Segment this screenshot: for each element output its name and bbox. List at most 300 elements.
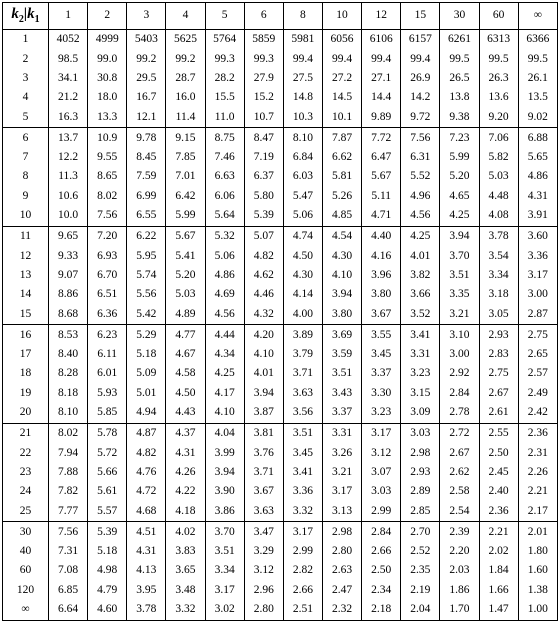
table-cell: 3.78: [127, 600, 166, 620]
table-cell: 99.3: [205, 50, 244, 69]
table-cell: 4.14: [283, 285, 322, 304]
table-cell: 3.17: [362, 423, 401, 443]
table-row: [3, 266, 558, 285]
table-cell: 5.29: [127, 325, 166, 345]
table-cell: 2.96: [244, 581, 283, 600]
table-cell: 5.07: [244, 226, 283, 246]
table-cell: 4.58: [166, 365, 205, 384]
table-cell: 3.21: [322, 463, 361, 482]
table-cell: 3.56: [283, 403, 322, 423]
table-row: [3, 168, 558, 187]
table-cell: 6.06: [205, 187, 244, 206]
table-cell: 4.96: [401, 187, 440, 206]
table-cell: 2.32: [322, 600, 361, 620]
table-cell: 1.60: [518, 561, 557, 580]
table-row: [3, 522, 558, 542]
table-cell: 3.71: [283, 365, 322, 384]
table-cell: 99.4: [362, 50, 401, 69]
table-cell: 10.9: [88, 128, 127, 148]
table-cell: 3.10: [440, 325, 479, 345]
table-cell: 3.09: [401, 403, 440, 423]
table-cell: 13.6: [479, 88, 518, 107]
column-header: 10: [322, 3, 361, 30]
table-cell: 4.67: [166, 345, 205, 364]
table-cell: 8.02: [49, 423, 88, 443]
table-cell: 5625: [166, 30, 205, 50]
table-row: [3, 581, 558, 600]
table-cell: 6157: [401, 30, 440, 50]
row-header: 19: [3, 384, 49, 403]
table-cell: 6.70: [88, 266, 127, 285]
table-cell: 4.37: [166, 423, 205, 443]
table-cell: 1.47: [479, 600, 518, 620]
table-cell: 9.65: [49, 226, 88, 246]
table-cell: 4.82: [244, 247, 283, 266]
table-cell: 2.66: [362, 542, 401, 561]
table-cell: 3.63: [283, 384, 322, 403]
table-cell: 3.34: [479, 266, 518, 285]
table-cell: 3.63: [244, 502, 283, 522]
table-cell: 2.63: [322, 561, 361, 580]
table-cell: 2.55: [479, 423, 518, 443]
row-header: 1: [3, 30, 49, 50]
table-cell: 6.88: [518, 128, 557, 148]
table-cell: 6.85: [49, 581, 88, 600]
table-cell: 10.6: [49, 187, 88, 206]
table-cell: 2.36: [479, 502, 518, 522]
table-cell: 2.51: [283, 600, 322, 620]
table-row: [3, 444, 558, 463]
table-cell: 4.65: [440, 187, 479, 206]
row-variable-subscript: 2: [18, 14, 24, 25]
table-row: [3, 423, 558, 443]
row-header: 14: [3, 285, 49, 304]
table-cell: 4.13: [127, 561, 166, 580]
table-cell: 4.25: [401, 226, 440, 246]
table-cell: 3.13: [322, 502, 361, 522]
table-cell: 5.47: [283, 187, 322, 206]
table-cell: 34.1: [49, 69, 88, 88]
table-cell: 6.31: [401, 148, 440, 167]
table-cell: 4.17: [205, 384, 244, 403]
table-cell: 1.00: [518, 600, 557, 620]
table-cell: 5.93: [88, 384, 127, 403]
table-cell: 2.35: [401, 561, 440, 580]
table-cell: 3.41: [401, 325, 440, 345]
table-cell: 2.02: [479, 542, 518, 561]
table-cell: 4.30: [322, 247, 361, 266]
table-cell: 3.81: [244, 423, 283, 443]
table-cell: 3.02: [205, 600, 244, 620]
table-cell: 7.77: [49, 502, 88, 522]
column-header: 5: [205, 3, 244, 30]
table-cell: 2.01: [518, 522, 557, 542]
table-cell: 2.83: [479, 345, 518, 364]
table-cell: 3.35: [440, 285, 479, 304]
table-cell: 9.78: [127, 128, 166, 148]
table-cell: 3.59: [322, 345, 361, 364]
table-cell: 8.45: [127, 148, 166, 167]
table-cell: 3.69: [322, 325, 361, 345]
table-cell: 5.01: [127, 384, 166, 403]
table-row: [3, 108, 558, 128]
table-row: [3, 206, 558, 226]
table-cell: 3.66: [401, 285, 440, 304]
table-cell: 2.93: [479, 325, 518, 345]
table-cell: 4.77: [166, 325, 205, 345]
table-cell: 3.31: [322, 423, 361, 443]
table-cell: 6106: [362, 30, 401, 50]
table-cell: 2.84: [440, 384, 479, 403]
table-cell: 3.05: [479, 305, 518, 325]
table-cell: 4.50: [283, 247, 322, 266]
table-cell: 3.03: [362, 482, 401, 501]
row-header: 4: [3, 88, 49, 107]
table-cell: 6.64: [49, 600, 88, 620]
table-cell: 3.80: [362, 285, 401, 304]
table-cell: 5.06: [205, 247, 244, 266]
table-cell: 26.9: [401, 69, 440, 88]
table-cell: 8.02: [88, 187, 127, 206]
table-cell: 16.3: [49, 108, 88, 128]
table-cell: 5.03: [166, 285, 205, 304]
table-cell: 3.21: [440, 305, 479, 325]
table-cell: 26.3: [479, 69, 518, 88]
table-cell: 3.15: [401, 384, 440, 403]
table-cell: 3.90: [205, 482, 244, 501]
table-cell: 4.89: [166, 305, 205, 325]
table-cell: 9.38: [440, 108, 479, 128]
table-cell: 2.87: [518, 305, 557, 325]
table-cell: 5.52: [401, 168, 440, 187]
table-cell: 4.98: [88, 561, 127, 580]
table-cell: 4.26: [166, 463, 205, 482]
row-header: 9: [3, 187, 49, 206]
table-cell: 18.0: [88, 88, 127, 107]
table-cell: 3.26: [322, 444, 361, 463]
table-cell: 2.61: [479, 403, 518, 423]
table-cell: 7.01: [166, 168, 205, 187]
table-cell: 5.42: [127, 305, 166, 325]
table-cell: 3.55: [362, 325, 401, 345]
table-cell: 8.65: [88, 168, 127, 187]
header-row: [3, 3, 558, 30]
table-cell: 8.68: [49, 305, 88, 325]
table-cell: 4.51: [127, 522, 166, 542]
table-row: [3, 542, 558, 561]
table-cell: 11.3: [49, 168, 88, 187]
table-cell: 27.2: [322, 69, 361, 88]
table-cell: 2.84: [362, 522, 401, 542]
table-cell: 5.06: [283, 206, 322, 226]
table-cell: 2.26: [518, 463, 557, 482]
table-cell: 15.5: [205, 88, 244, 107]
table-cell: 2.82: [283, 561, 322, 580]
table-cell: 3.71: [244, 463, 283, 482]
table-row: [3, 482, 558, 501]
table-row: [3, 325, 558, 345]
table-cell: 3.91: [518, 206, 557, 226]
table-cell: 5.18: [88, 542, 127, 561]
table-cell: 5.81: [322, 168, 361, 187]
table-cell: 8.53: [49, 325, 88, 345]
table-cell: 4.82: [127, 444, 166, 463]
table-cell: 4.68: [127, 502, 166, 522]
table-cell: 3.12: [244, 561, 283, 580]
table-cell: 4.02: [166, 522, 205, 542]
row-header: ∞: [3, 600, 49, 620]
table-row: [3, 148, 558, 167]
table-cell: 14.5: [322, 88, 361, 107]
table-cell: 5.65: [518, 148, 557, 167]
table-cell: 2.78: [440, 403, 479, 423]
table-cell: 2.80: [244, 600, 283, 620]
row-header: 40: [3, 542, 49, 561]
table-cell: 5.80: [244, 187, 283, 206]
table-cell: 3.67: [362, 305, 401, 325]
table-cell: 14.8: [283, 88, 322, 107]
table-cell: 2.18: [362, 600, 401, 620]
table-cell: 2.50: [362, 561, 401, 580]
table-cell: 4.01: [244, 365, 283, 384]
table-cell: 99.4: [401, 50, 440, 69]
column-header: 1: [49, 3, 88, 30]
table-cell: 26.1: [518, 69, 557, 88]
table-cell: 2.34: [362, 581, 401, 600]
table-cell: 3.51: [205, 542, 244, 561]
table-cell: 2.52: [401, 542, 440, 561]
table-row: [3, 384, 558, 403]
table-cell: 7.72: [362, 128, 401, 148]
table-cell: 7.06: [479, 128, 518, 148]
table-cell: 7.23: [440, 128, 479, 148]
table-cell: 4.40: [362, 226, 401, 246]
table-cell: 4.44: [205, 325, 244, 345]
table-cell: 3.32: [166, 600, 205, 620]
table-row: [3, 30, 558, 50]
table-cell: 5.78: [88, 423, 127, 443]
table-cell: 2.62: [440, 463, 479, 482]
table-cell: 3.47: [244, 522, 283, 542]
row-header: 18: [3, 365, 49, 384]
table-cell: 7.08: [49, 561, 88, 580]
table-cell: 4.20: [244, 325, 283, 345]
row-header: 6: [3, 128, 49, 148]
table-cell: 4.10: [322, 266, 361, 285]
column-header: 60: [479, 3, 518, 30]
table-cell: 99.2: [166, 50, 205, 69]
table-cell: 4.71: [362, 206, 401, 226]
table-cell: 14.4: [362, 88, 401, 107]
table-cell: 5.61: [88, 482, 127, 501]
table-row: [3, 187, 558, 206]
table-row: [3, 463, 558, 482]
table-cell: 4.01: [401, 247, 440, 266]
row-header: 2: [3, 50, 49, 69]
table-cell: 8.75: [205, 128, 244, 148]
table-cell: 4.08: [479, 206, 518, 226]
table-cell: 5.39: [244, 206, 283, 226]
table-cell: 8.10: [283, 128, 322, 148]
table-cell: 5.95: [127, 247, 166, 266]
table-cell: 7.85: [166, 148, 205, 167]
table-cell: 99.2: [127, 50, 166, 69]
table-cell: 3.51: [322, 365, 361, 384]
table-cell: 3.03: [401, 423, 440, 443]
table-cell: 11.4: [166, 108, 205, 128]
table-cell: 6.37: [244, 168, 283, 187]
table-cell: 8.47: [244, 128, 283, 148]
row-header: 11: [3, 226, 49, 246]
table-cell: 3.51: [283, 423, 322, 443]
table-cell: 3.54: [479, 247, 518, 266]
table-cell: 5.82: [479, 148, 518, 167]
table-cell: 3.17: [322, 482, 361, 501]
column-header: 8: [283, 3, 322, 30]
table-cell: 3.94: [205, 463, 244, 482]
table-cell: 3.12: [362, 444, 401, 463]
table-cell: 27.1: [362, 69, 401, 88]
table-cell: 2.45: [479, 463, 518, 482]
table-cell: 5.66: [88, 463, 127, 482]
table-cell: 4.43: [166, 403, 205, 423]
table-cell: 2.70: [401, 522, 440, 542]
table-cell: 3.00: [440, 345, 479, 364]
table-cell: 5859: [244, 30, 283, 50]
table-cell: 5.03: [479, 168, 518, 187]
table-cell: 7.20: [88, 226, 127, 246]
table-cell: 4.31: [166, 444, 205, 463]
table-cell: 21.2: [49, 88, 88, 107]
table-cell: 5.56: [127, 285, 166, 304]
table-cell: 8.40: [49, 345, 88, 364]
table-cell: 3.52: [401, 305, 440, 325]
table-cell: 5.41: [166, 247, 205, 266]
table-cell: 4.94: [127, 403, 166, 423]
table-cell: 5.18: [127, 345, 166, 364]
table-cell: 4.32: [244, 305, 283, 325]
table-cell: 8.18: [49, 384, 88, 403]
table-cell: 7.82: [49, 482, 88, 501]
table-cell: 2.40: [479, 482, 518, 501]
table-cell: 4.18: [166, 502, 205, 522]
table-cell: 2.36: [518, 423, 557, 443]
table-cell: 3.17: [205, 581, 244, 600]
table-cell: 3.34: [205, 561, 244, 580]
row-header: 24: [3, 482, 49, 501]
table-cell: 6.63: [205, 168, 244, 187]
table-cell: 2.75: [518, 325, 557, 345]
table-cell: 7.56: [88, 206, 127, 226]
table-cell: 6.22: [127, 226, 166, 246]
table-cell: 27.5: [283, 69, 322, 88]
table-cell: 4.87: [127, 423, 166, 443]
table-cell: 5.32: [205, 226, 244, 246]
table-cell: 2.17: [518, 502, 557, 522]
row-variable: k: [11, 6, 19, 22]
table-cell: 4.60: [88, 600, 127, 620]
table-cell: 9.89: [362, 108, 401, 128]
table-cell: 9.15: [166, 128, 205, 148]
column-header: ∞: [518, 3, 557, 30]
table-cell: 12.1: [127, 108, 166, 128]
table-cell: 10.0: [49, 206, 88, 226]
table-cell: 6.47: [362, 148, 401, 167]
table-cell: 2.20: [440, 542, 479, 561]
table-cell: 6.03: [283, 168, 322, 187]
table-cell: 26.5: [440, 69, 479, 88]
column-variable: k: [27, 6, 35, 22]
table-cell: 14.2: [401, 88, 440, 107]
table-cell: 5.11: [362, 187, 401, 206]
table-cell: 4.31: [127, 542, 166, 561]
table-cell: 3.29: [244, 542, 283, 561]
table-cell: 1.66: [479, 581, 518, 600]
table-cell: 2.21: [479, 522, 518, 542]
table-cell: 4.69: [205, 285, 244, 304]
table-cell: 3.94: [322, 285, 361, 304]
row-header: 22: [3, 444, 49, 463]
table-cell: 2.75: [479, 365, 518, 384]
table-cell: 3.94: [244, 384, 283, 403]
table-row: [3, 50, 558, 69]
table-cell: 8.28: [49, 365, 88, 384]
column-header: 2: [88, 3, 127, 30]
row-header: 16: [3, 325, 49, 345]
table-cell: 6.36: [88, 305, 127, 325]
separator: |: [23, 6, 28, 22]
table-cell: 7.31: [49, 542, 88, 561]
table-row: [3, 502, 558, 522]
table-cell: 2.65: [518, 345, 557, 364]
table-cell: 28.7: [166, 69, 205, 88]
table-cell: 4.85: [322, 206, 361, 226]
table-cell: 6.84: [283, 148, 322, 167]
table-cell: 3.17: [283, 522, 322, 542]
table-cell: 30.8: [88, 69, 127, 88]
table-cell: 5981: [283, 30, 322, 50]
table-cell: 16.7: [127, 88, 166, 107]
table-cell: 2.54: [440, 502, 479, 522]
row-header: 30: [3, 522, 49, 542]
table-cell: 2.98: [401, 444, 440, 463]
table-cell: 9.20: [479, 108, 518, 128]
table-cell: 4.72: [127, 482, 166, 501]
table-cell: 6.51: [88, 285, 127, 304]
table-cell: 4.22: [166, 482, 205, 501]
table-cell: 10.3: [283, 108, 322, 128]
table-cell: 5.20: [440, 168, 479, 187]
row-header: 15: [3, 305, 49, 325]
row-header: 20: [3, 403, 49, 423]
table-cell: 2.67: [440, 444, 479, 463]
row-header: 8: [3, 168, 49, 187]
table-cell: 2.47: [322, 581, 361, 600]
table-cell: 4.10: [205, 403, 244, 423]
table-cell: 1.38: [518, 581, 557, 600]
table-cell: 4.76: [127, 463, 166, 482]
table-cell: 7.59: [127, 168, 166, 187]
table-cell: 3.95: [127, 581, 166, 600]
table-cell: 4.34: [205, 345, 244, 364]
table-cell: 2.19: [401, 581, 440, 600]
table-cell: 2.42: [518, 403, 557, 423]
row-header: 23: [3, 463, 49, 482]
table-cell: 5403: [127, 30, 166, 50]
row-header: 5: [3, 108, 49, 128]
table-cell: 3.23: [362, 403, 401, 423]
table-cell: 99.4: [283, 50, 322, 69]
